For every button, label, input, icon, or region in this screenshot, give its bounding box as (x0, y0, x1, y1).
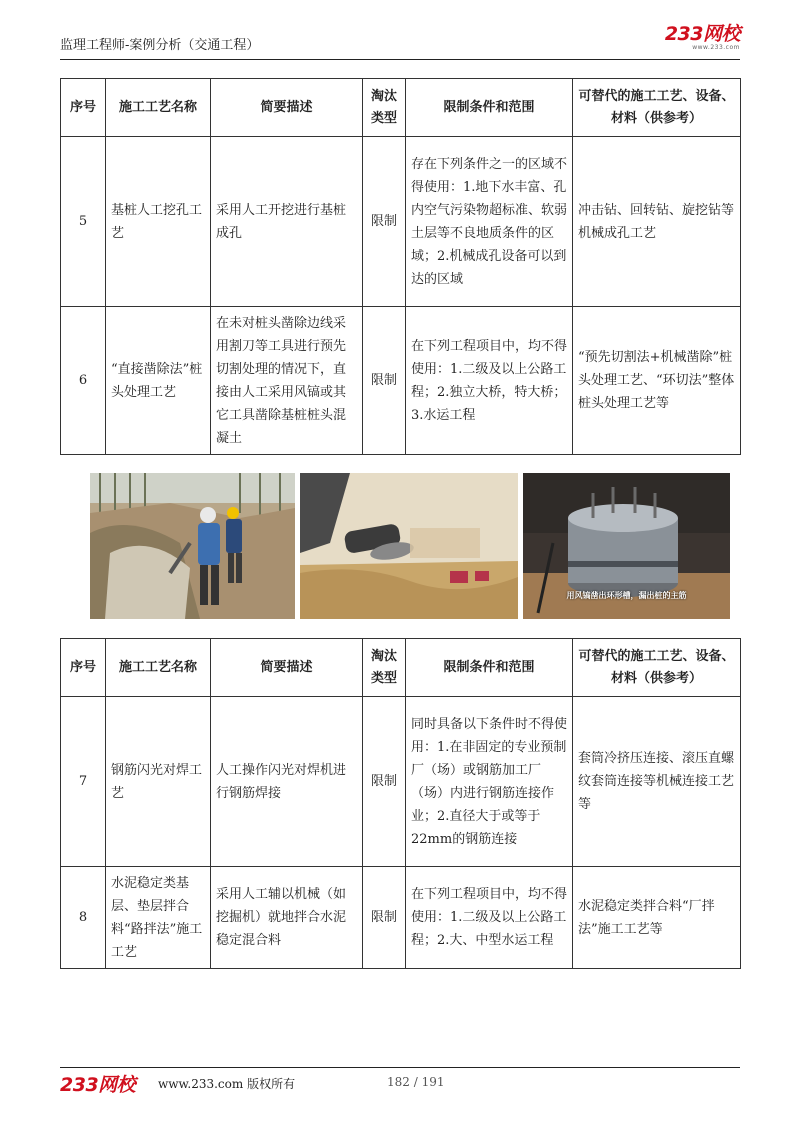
logo-text: 233网校 (664, 23, 740, 45)
row-description: 在未对桩头凿除边线采用割刀等工具进行预先切割处理的情况下，直接由人工采用风镐或其它工具凿除基桩桩头混凝土 (211, 307, 363, 455)
table-row (61, 307, 741, 455)
page-number: 182 / 191 (387, 1075, 445, 1089)
row-description: 人工操作闪光对焊机进行钢筋焊接 (211, 697, 363, 867)
header-conditions: 限制条件和范围 (406, 79, 573, 137)
header-divider (60, 59, 740, 60)
footer-copyright: www.233.com 版权所有 (158, 1077, 296, 1091)
table-header-row (61, 639, 741, 697)
row-type: 限制 (363, 137, 406, 307)
footer-logo: 233网校 (60, 1074, 136, 1096)
grinder-cutting-photo (300, 473, 518, 619)
header-description: 简要描述 (211, 639, 363, 697)
row-type: 限制 (363, 867, 406, 969)
row-alternatives: “预先切割法+机械凿除”桩头处理工艺、“环切法”整体桩头处理工艺等 (573, 307, 741, 455)
document-title: 监理工程师-案例分析（交通工程） (60, 38, 260, 53)
header-process: 施工工艺名称 (106, 639, 211, 697)
row-no: 6 (61, 307, 106, 455)
row-alternatives: 套筒冷挤压连接、滚压直螺纹套筒连接等机械连接工艺等 (573, 697, 741, 867)
row-process: “直接凿除法”桩头处理工艺 (106, 307, 211, 455)
header-no: 序号 (61, 639, 106, 697)
row-description: 采用人工辅以机械（如挖掘机）就地拌合水泥稳定混合料 (211, 867, 363, 969)
logo-url: www.233.com (692, 44, 740, 51)
manual-chiseling-photo (90, 473, 295, 619)
row-type: 限制 (363, 697, 406, 867)
brand-logo (665, 24, 740, 52)
row-conditions: 存在下列条件之一的区域不得使用：1.地下水丰富、孔内空气污染物超标准、软弱土层等不良地质条件的区域；2.机械成孔设备可以到达的区域 (406, 137, 573, 307)
row-no: 8 (61, 867, 106, 969)
page-footer (60, 1070, 740, 1094)
photo-strip (90, 473, 730, 619)
row-process: 基桩人工挖孔工艺 (106, 137, 211, 307)
header-description: 简要描述 (211, 79, 363, 137)
row-description: 采用人工开挖进行基桩成孔 (211, 137, 363, 307)
header-type: 淘汰类型 (363, 639, 406, 697)
row-conditions: 同时具备以下条件时不得使用：1.在非固定的专业预制厂（场）或钢筋加工厂（场）内进行钢筋连接作业；2.直径大于或等于22mm的钢筋连接 (406, 697, 573, 867)
row-alternatives: 冲击钻、回转钻、旋挖钻等机械成孔工艺 (573, 137, 741, 307)
process-table-1 (60, 78, 741, 455)
header-conditions: 限制条件和范围 (406, 639, 573, 697)
photo-caption: 用风镐凿出环形槽，漏出桩的主筋 (566, 591, 687, 600)
header-alternatives: 可替代的施工工艺、设备、材料（供参考） (573, 639, 741, 697)
row-alternatives: 水泥稳定类拌合料“厂拌法”施工工艺等 (573, 867, 741, 969)
row-conditions: 在下列工程项目中，均不得使用：1.二级及以上公路工程；2.独立大桥，特大桥；3.水运工程 (406, 307, 573, 455)
process-table-2 (60, 638, 741, 969)
header-no: 序号 (61, 79, 106, 137)
table-row (61, 697, 741, 867)
header-alternatives: 可替代的施工工艺、设备、材料（供参考） (573, 79, 741, 137)
header-process: 施工工艺名称 (106, 79, 211, 137)
row-no: 5 (61, 137, 106, 307)
table-row (61, 867, 741, 969)
row-type: 限制 (363, 307, 406, 455)
row-no: 7 (61, 697, 106, 867)
row-process: 水泥稳定类基层、垫层拌合料“路拌法”施工工艺 (106, 867, 211, 969)
table-row (61, 137, 741, 307)
row-conditions: 在下列工程项目中，均不得使用：1.二级及以上公路工程；2.大、中型水运工程 (406, 867, 573, 969)
ring-groove-render-photo (523, 473, 730, 619)
header-type: 淘汰类型 (363, 79, 406, 137)
footer-divider (60, 1067, 740, 1068)
row-process: 钢筋闪光对焊工艺 (106, 697, 211, 867)
table-header-row (61, 79, 741, 137)
page-header (60, 24, 740, 60)
